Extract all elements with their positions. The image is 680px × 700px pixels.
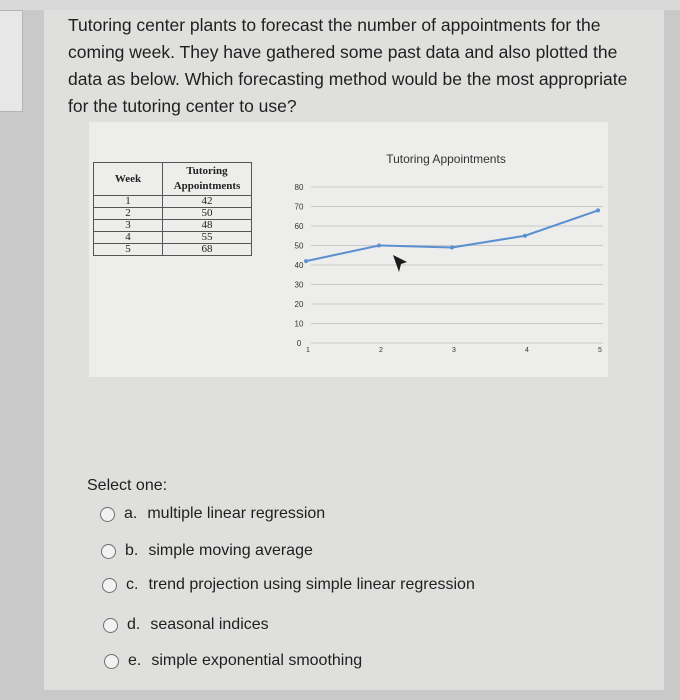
- y-tick-label: 60: [294, 222, 304, 231]
- chart-title: Tutoring Appointments: [386, 152, 506, 166]
- mouse-cursor-icon: [391, 253, 411, 275]
- data-point: [304, 259, 308, 263]
- line-chart: [89, 122, 608, 377]
- y-tick-label: 50: [294, 241, 304, 251]
- data-point: [377, 244, 381, 248]
- table-header-week: Week: [94, 163, 163, 196]
- radio-button-a[interactable]: [100, 507, 115, 522]
- table-header-appointments: Tutoring Appointments: [163, 163, 252, 196]
- option-text: simple exponential smoothing: [151, 652, 363, 669]
- radio-button-d[interactable]: [103, 618, 118, 633]
- table-cell-week: 1: [94, 196, 163, 208]
- option-letter: d.: [127, 616, 141, 633]
- y-tick-label: 30: [294, 280, 304, 290]
- radio-button-b[interactable]: [101, 544, 116, 559]
- table-cell-week: 5: [94, 244, 163, 256]
- select-one-label: Select one:: [87, 477, 168, 494]
- data-point: [596, 208, 600, 212]
- table-cell-week: 3: [94, 220, 163, 232]
- figure: [89, 122, 608, 377]
- table-cell-appointments: 68: [163, 244, 252, 256]
- y-tick-label: 40: [294, 261, 304, 270]
- answer-option-b[interactable]: [101, 540, 313, 562]
- x-tick-label: 3: [452, 347, 456, 354]
- radio-button-e[interactable]: [104, 654, 119, 669]
- option-letter: a.: [124, 505, 138, 522]
- answer-option-c[interactable]: [102, 574, 475, 596]
- y-tick-label: 10: [294, 319, 304, 329]
- option-letter: e.: [128, 652, 142, 669]
- option-text: trend projection using simple linear regression: [148, 576, 475, 593]
- radio-button-c[interactable]: [102, 578, 117, 593]
- table-cell-week: 2: [94, 208, 163, 220]
- y-tick-label: 20: [294, 300, 304, 309]
- answer-option-d[interactable]: [103, 614, 269, 636]
- option-letter: c.: [126, 576, 139, 593]
- table-cell-appointments: 50: [163, 208, 252, 220]
- option-text: multiple linear regression: [147, 505, 326, 522]
- data-point: [450, 245, 454, 249]
- x-tick-label: 5: [598, 347, 602, 354]
- y-tick-label: 70: [294, 202, 304, 212]
- x-tick-label: 4: [525, 347, 529, 354]
- table-cell-week: 4: [94, 232, 163, 244]
- option-text: seasonal indices: [150, 616, 269, 633]
- table-cell-appointments: 55: [163, 232, 252, 244]
- left-side-panel: [0, 10, 23, 112]
- series-line: [306, 210, 598, 261]
- table-cell-appointments: 48: [163, 220, 252, 232]
- y-tick-label: 80: [294, 183, 304, 192]
- answer-option-a[interactable]: [100, 503, 325, 525]
- answer-option-e[interactable]: [104, 650, 362, 672]
- y-tick-label: 0: [296, 339, 302, 348]
- option-text: simple moving average: [148, 542, 313, 559]
- top-strip: [0, 0, 680, 10]
- x-tick-label: 1: [306, 347, 310, 354]
- x-tick-label: 2: [379, 347, 383, 354]
- data-point: [523, 234, 527, 238]
- table-cell-appointments: 42: [163, 196, 252, 208]
- question-text: Tutoring center plants to forecast the number of appointments for the coming week. They have gathered some past data and also plotted the data as below. Which forecasting method would be the most appropriate for the tutoring center to use?: [68, 15, 628, 116]
- option-letter: b.: [125, 542, 139, 559]
